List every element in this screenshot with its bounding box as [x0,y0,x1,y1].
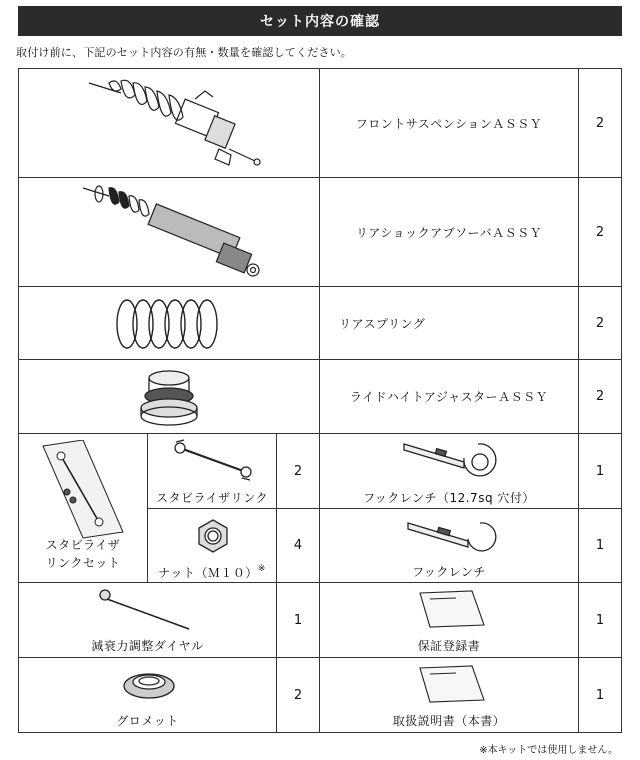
footnote: ※本キットでは使用しません。 [479,745,618,756]
rear-spring-label: リアスプリング [339,316,426,331]
warranty-qty-cell [578,582,622,658]
section-title: セット内容の確認 [18,6,622,36]
nut-label: ナット（Ｍ１０）※ [158,564,266,580]
front-suspension-label-cell [319,68,579,178]
hook-wrench-cell [319,508,579,583]
warranty-label: 保証登録書 [417,639,481,653]
stabilizer-link-qty-cell [276,433,320,509]
nut-note-mark: ※ [257,564,266,574]
rear-shock-qty-cell [578,177,622,287]
stabilizer-set-cell [18,433,148,583]
warranty-qty: 1 [595,612,605,628]
rear-spring-qty-cell [578,286,622,360]
grommet-cell [18,657,277,733]
hook-wrench-hole-illustration [400,438,500,482]
grommet-label: グロメット [116,714,179,728]
stabilizer-link-illustration [170,438,256,482]
parts-table [18,68,622,733]
ride-height-adjuster-illustration [129,364,209,430]
rear-shock-qty: 2 [595,224,605,240]
hook-wrench-hole-qty: 1 [595,463,605,479]
manual-qty: 1 [595,687,605,703]
coil-spring-illustration [109,290,229,356]
nut-illustration [194,517,232,555]
nut-qty: 4 [293,538,303,553]
grommet-illustration [121,666,177,702]
damping-dial-label: 減衰力調整ダイヤル [91,639,204,653]
front-suspension-qty: 2 [595,115,605,131]
ride-height-qty: 2 [595,389,605,404]
front-suspension-illustration [69,69,269,177]
manual-label: 取扱説明書（本書） [392,714,506,728]
front-suspension-qty-cell [578,68,622,178]
manual-qty-cell [578,657,622,733]
front-suspension-image-cell [18,68,320,178]
intro-text: 取付け前に、下記のセット内容の有無・数量を確認してください。 [16,46,352,59]
rear-spring-qty: 2 [595,315,605,331]
warranty-document-illustration [416,589,486,629]
manual-cell [319,657,579,733]
hook-wrench-hole-cell [319,433,579,509]
hook-wrench-label: フックレンチ [412,565,486,579]
hook-wrench-illustration [404,513,504,557]
hook-wrench-qty: 1 [595,538,605,553]
ride-height-image-cell [18,359,320,434]
damping-dial-cell [18,582,277,658]
nut-qty-cell [276,508,320,583]
warranty-cell [319,582,579,658]
stabilizer-set-illustration [33,440,133,540]
stabilizer-link-cell [147,433,277,509]
nut-cell [147,508,277,583]
ride-height-qty-cell [578,359,622,434]
ride-height-label: ライドハイトアジャスターＡＳＳＹ [349,390,549,404]
rear-spring-label-cell [319,286,579,360]
rear-shock-illustration [69,178,269,286]
manual-document-illustration [416,664,486,704]
damping-dial-qty-cell [276,582,320,658]
grommet-qty-cell [276,657,320,733]
hook-wrench-hole-qty-cell [578,433,622,509]
stabilizer-set-label: スタビライザ リンクセット [45,538,121,570]
rear-shock-label: リアショックアブソーバＡＳＳＹ [355,225,543,240]
grommet-qty: 2 [293,687,303,703]
ride-height-label-cell [319,359,579,434]
hook-wrench-qty-cell [578,508,622,583]
hook-wrench-hole-label: フックレンチ（12.7sq 穴付） [363,491,535,505]
stabilizer-link-qty: 2 [293,463,303,479]
stabilizer-link-label: スタビライザリンク [156,491,268,505]
rear-shock-label-cell [319,177,579,287]
damping-dial-qty: 1 [293,612,303,628]
rear-spring-image-cell [18,286,320,360]
rear-shock-image-cell [18,177,320,287]
front-suspension-label: フロントサスペンションＡＳＳＹ [355,116,543,131]
damping-dial-illustration [93,587,203,633]
